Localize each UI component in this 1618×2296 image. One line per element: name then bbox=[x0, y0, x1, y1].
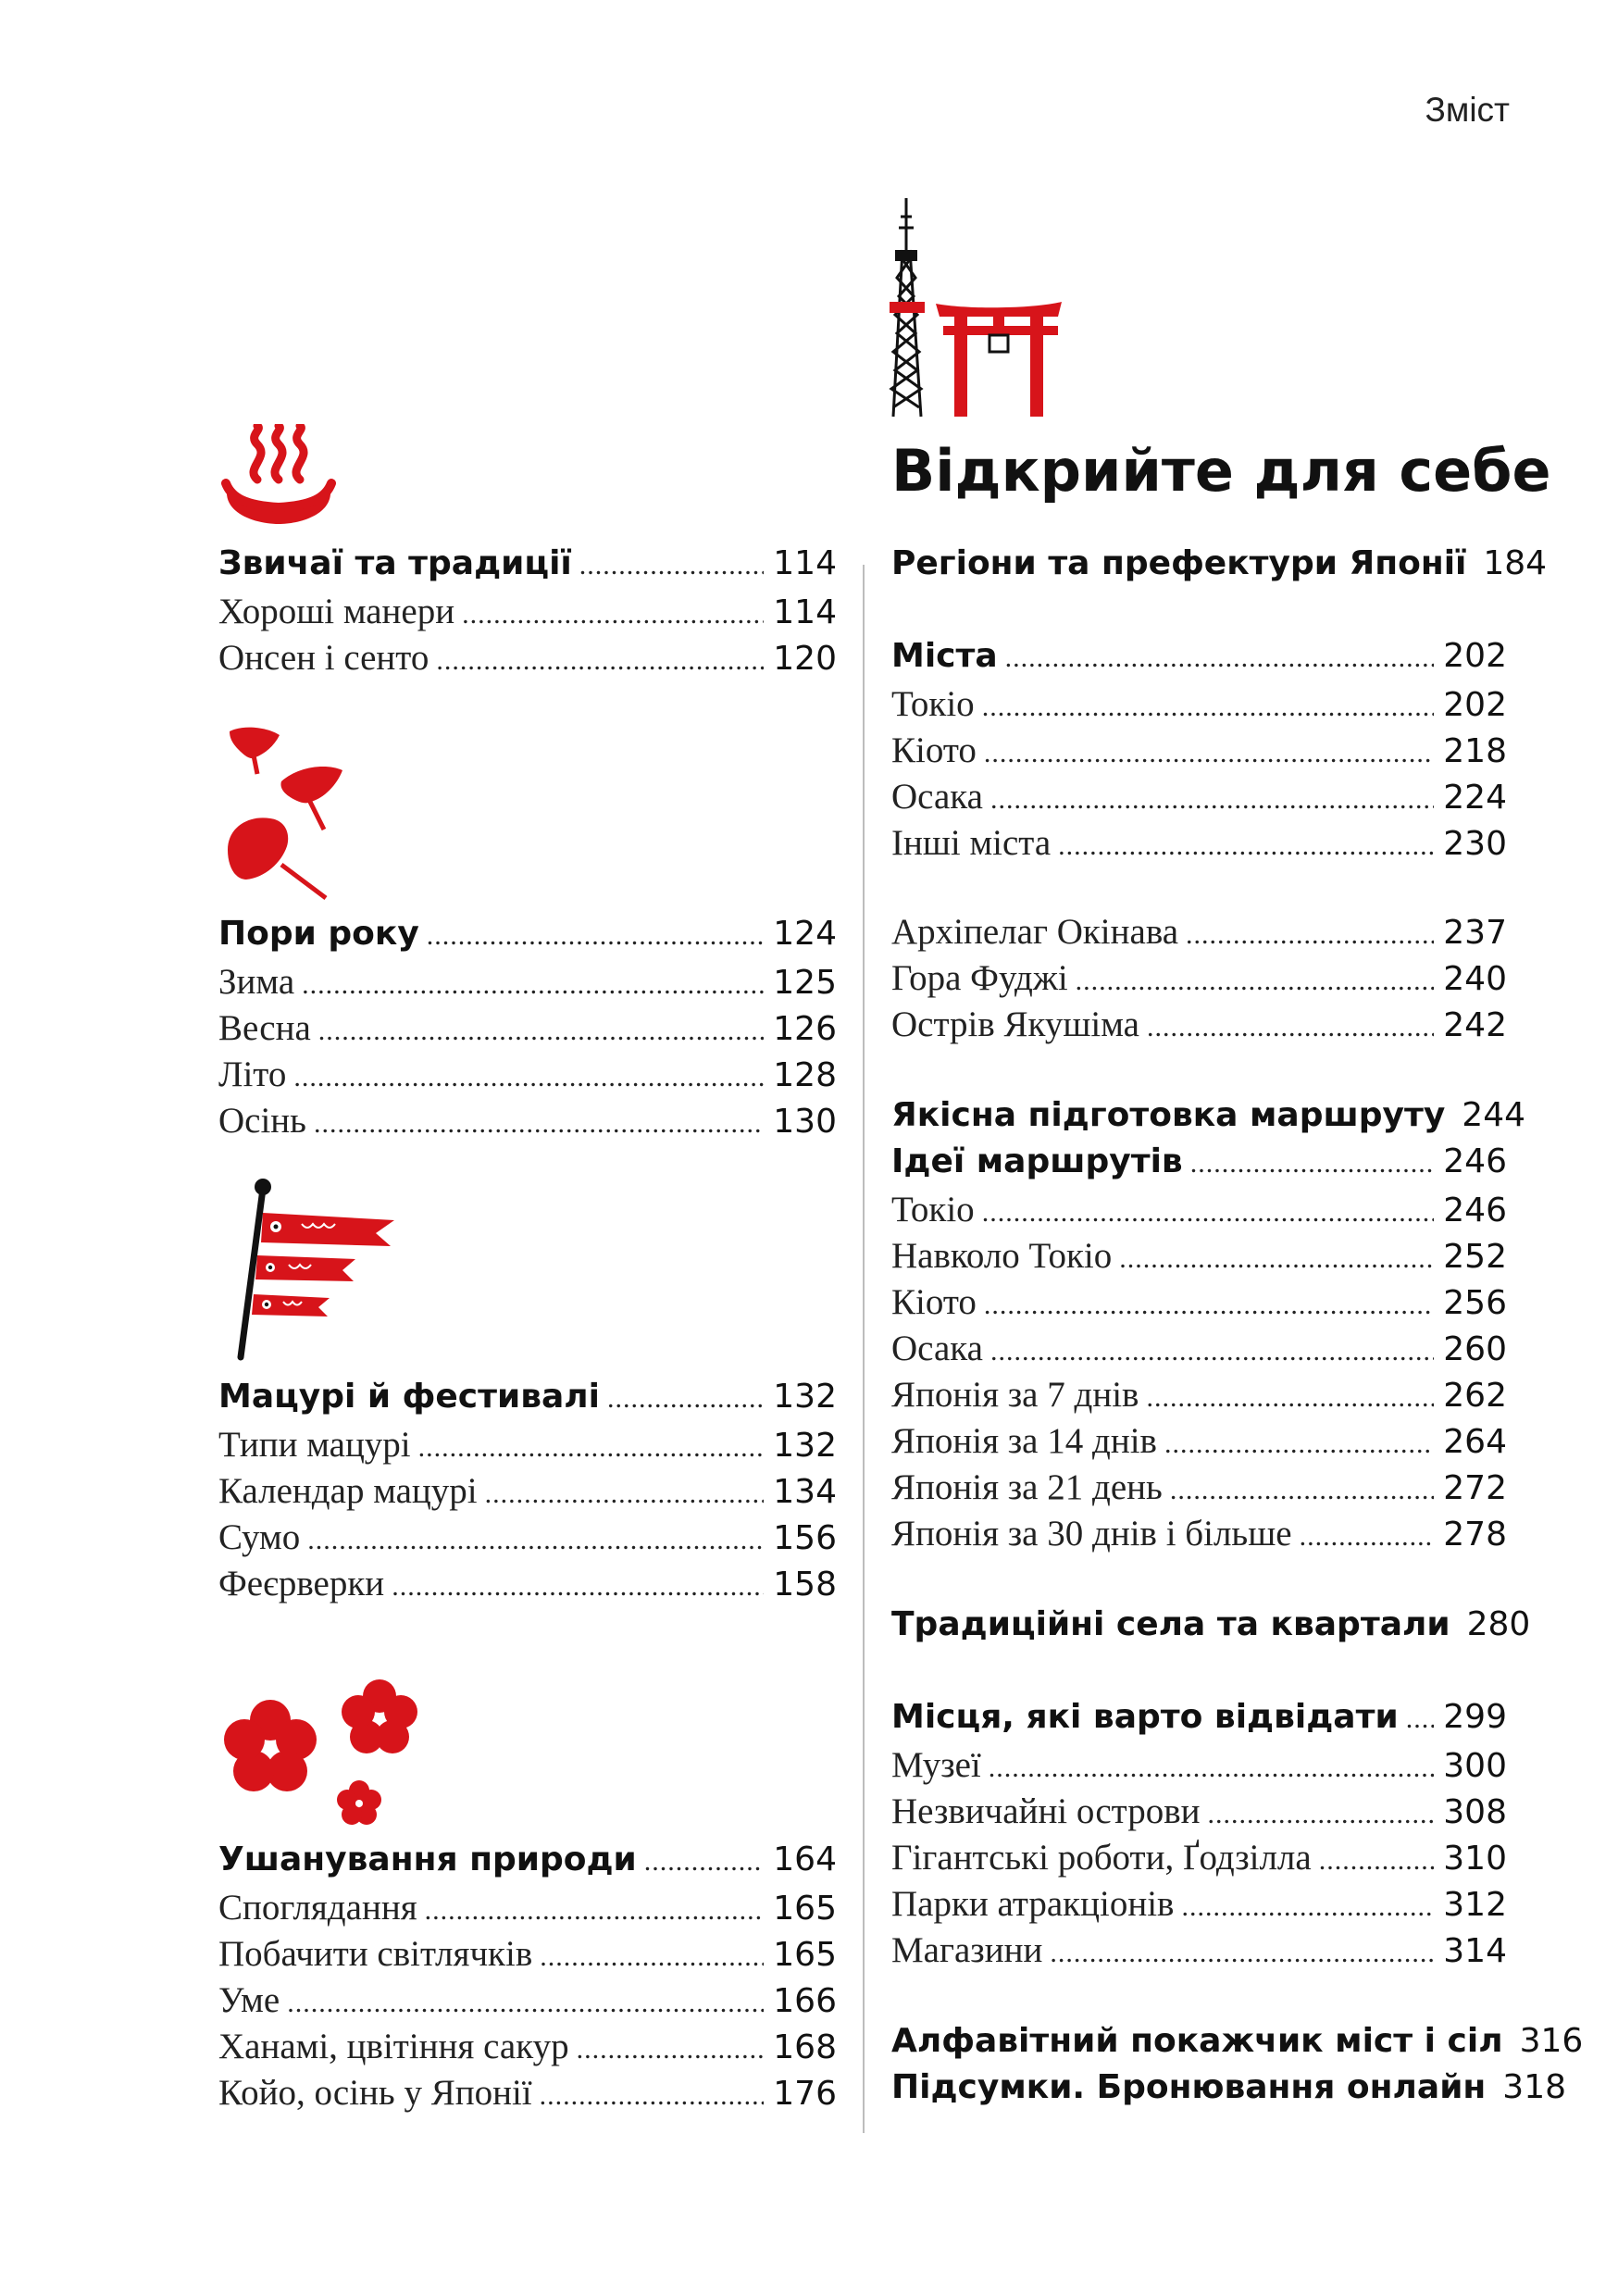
toc-entry-title: Японія за 21 день bbox=[891, 1467, 1163, 1507]
toc-heading-entry bbox=[891, 1698, 1507, 1746]
dot-leader bbox=[462, 599, 764, 630]
toc-entry-title: Японія за 14 днів bbox=[891, 1421, 1157, 1461]
toc-page-number: 316 bbox=[1519, 2022, 1584, 2060]
toc-page-number: 300 bbox=[1443, 1747, 1507, 1785]
toc-entry-title: Онсен і сенто bbox=[218, 638, 429, 678]
toc-entry-title: Весна bbox=[218, 1008, 311, 1048]
toc-heading-entry bbox=[891, 2022, 1584, 2070]
toc-entry-title: Підсумки. Бронювання онлайн bbox=[891, 2068, 1487, 2106]
toc-entry-title: Парки атракціонів bbox=[891, 1884, 1175, 1924]
toc-entry bbox=[891, 683, 1507, 731]
dot-leader bbox=[579, 550, 765, 581]
dot-leader bbox=[1207, 1799, 1434, 1830]
dot-leader bbox=[1300, 1521, 1435, 1553]
section-title: Відкрийте для себе bbox=[891, 437, 1551, 505]
toc-entry bbox=[218, 637, 837, 685]
toc-page-number: 165 bbox=[773, 1890, 837, 1928]
toc-page-number: 262 bbox=[1443, 1377, 1507, 1415]
dot-leader bbox=[314, 1108, 764, 1140]
toc-entry bbox=[891, 1004, 1507, 1052]
toc-entry bbox=[218, 2026, 837, 2074]
toc-entry bbox=[891, 1281, 1507, 1329]
toc-page-number: 252 bbox=[1443, 1238, 1507, 1276]
toc-page-number: 308 bbox=[1443, 1793, 1507, 1831]
toc-entry-title: Звичаї та традиції bbox=[218, 544, 572, 582]
onsen-icon bbox=[218, 424, 339, 535]
dot-leader bbox=[540, 2080, 765, 2112]
toc-entry-title: Японія за 7 днів bbox=[891, 1375, 1139, 1415]
dot-leader bbox=[982, 1197, 1435, 1229]
toc-heading-entry bbox=[891, 1142, 1507, 1191]
toc-page-number: 224 bbox=[1443, 779, 1507, 817]
toc-page-number: 130 bbox=[773, 1103, 837, 1141]
toc-heading-entry bbox=[891, 544, 1548, 593]
toc-page-number: 264 bbox=[1443, 1423, 1507, 1461]
toc-page-number: 240 bbox=[1443, 960, 1507, 998]
toc-entry-title: Острів Якушіма bbox=[891, 1004, 1139, 1044]
toc-entry-title: Феєрверки bbox=[218, 1564, 385, 1603]
toc-entry bbox=[891, 1791, 1507, 1839]
toc-page-number: 165 bbox=[773, 1936, 837, 1974]
dot-leader bbox=[485, 1479, 765, 1510]
toc-page-number: 164 bbox=[773, 1841, 837, 1878]
dot-leader bbox=[436, 645, 764, 677]
toc-page-number: 299 bbox=[1443, 1698, 1507, 1736]
toc-entry-title: Ідеї маршрутів bbox=[891, 1142, 1183, 1180]
running-head: Зміст bbox=[1425, 91, 1510, 129]
ginkgo-leaves-icon bbox=[224, 726, 363, 911]
dot-leader bbox=[1319, 1845, 1435, 1877]
dot-leader bbox=[392, 1571, 764, 1603]
toc-entry bbox=[891, 1374, 1507, 1422]
dot-leader bbox=[1406, 1703, 1435, 1735]
toc-entry bbox=[218, 1887, 837, 1935]
dot-leader bbox=[1190, 1148, 1435, 1179]
toc-entry bbox=[218, 2072, 837, 2120]
toc-entry-title: Архіпелаг Окінава bbox=[891, 912, 1179, 952]
toc-page-number: 237 bbox=[1443, 914, 1507, 952]
dot-leader bbox=[1058, 830, 1434, 862]
toc-entry-title: Японія за 30 днів і більше bbox=[891, 1514, 1292, 1554]
toc-page-number: 168 bbox=[773, 2028, 837, 2066]
toc-entry-title: Гігантські роботи, Ґодзілла bbox=[891, 1838, 1312, 1878]
toc-entry-title: Токіо bbox=[891, 1190, 975, 1229]
toc-entry bbox=[218, 1979, 837, 2028]
dot-leader bbox=[287, 1988, 764, 2019]
toc-entry-title: Сумо bbox=[218, 1517, 301, 1557]
dot-leader bbox=[307, 1525, 764, 1556]
toc-heading-entry bbox=[891, 637, 1507, 685]
dot-leader bbox=[644, 1846, 765, 1878]
toc-entry bbox=[891, 1744, 1507, 1792]
dot-leader bbox=[990, 1336, 1434, 1367]
koinobori-flag-icon bbox=[228, 1176, 404, 1361]
toc-page-number: 114 bbox=[773, 544, 837, 582]
dot-leader bbox=[982, 692, 1435, 723]
toc-page-number: 156 bbox=[773, 1519, 837, 1557]
toc-entry-title: Осака bbox=[891, 777, 983, 817]
toc-entry-title: Літо bbox=[218, 1054, 287, 1094]
dot-leader bbox=[1050, 1938, 1434, 1969]
tokyo-tower-torii-icon bbox=[854, 194, 1077, 426]
dot-leader bbox=[1147, 1012, 1434, 1043]
toc-page-number: 114 bbox=[773, 593, 837, 631]
dot-leader bbox=[1181, 1891, 1434, 1923]
toc-entry-title: Незвичайні острови bbox=[891, 1791, 1201, 1831]
toc-entry-title: Кіото bbox=[891, 730, 977, 770]
dot-leader bbox=[990, 784, 1434, 816]
toc-entry-title: Ханамі, цвітіння сакур bbox=[218, 2027, 569, 2066]
toc-heading-entry bbox=[891, 2068, 1567, 2116]
toc-entry-title: Навколо Токіо bbox=[891, 1236, 1113, 1276]
dot-leader bbox=[1076, 966, 1435, 997]
toc-page-number: 184 bbox=[1483, 544, 1548, 582]
dot-leader bbox=[989, 1753, 1435, 1784]
toc-page-number: 310 bbox=[1443, 1840, 1507, 1878]
toc-entry-title: Осінь bbox=[218, 1101, 306, 1141]
dot-leader bbox=[540, 1941, 764, 1973]
toc-entry bbox=[218, 961, 837, 1009]
toc-entry-title: Традиційні села та квартали bbox=[891, 1605, 1450, 1643]
toc-entry bbox=[218, 591, 837, 639]
dot-leader bbox=[1170, 1475, 1434, 1506]
toc-entry bbox=[891, 1929, 1507, 1978]
toc-entry bbox=[218, 1563, 837, 1611]
toc-page-number: 158 bbox=[773, 1566, 837, 1603]
toc-entry-title: Регіони та префектури Японії bbox=[891, 544, 1467, 582]
toc-entry bbox=[891, 1837, 1507, 1885]
dot-leader bbox=[1146, 1382, 1434, 1414]
dot-leader bbox=[984, 738, 1434, 769]
toc-page-number: 244 bbox=[1462, 1096, 1526, 1134]
toc-entry-title: Уме bbox=[218, 1980, 280, 2020]
toc-entry bbox=[891, 911, 1507, 959]
toc-entry-title: Якісна підготовка маршруту bbox=[891, 1096, 1446, 1134]
toc-entry bbox=[891, 1466, 1507, 1515]
toc-page-number: 314 bbox=[1443, 1932, 1507, 1970]
dot-leader bbox=[427, 920, 764, 952]
dot-leader bbox=[1186, 919, 1434, 951]
toc-entry-title: Койо, осінь у Японії bbox=[218, 2073, 532, 2113]
toc-page-number: 278 bbox=[1443, 1516, 1507, 1554]
toc-page-number: 202 bbox=[1443, 637, 1507, 675]
toc-page-number: 246 bbox=[1443, 1142, 1507, 1180]
toc-heading-entry bbox=[891, 1096, 1526, 1144]
toc-entry-title: Токіо bbox=[891, 684, 975, 724]
toc-entry bbox=[891, 1189, 1507, 1237]
toc-entry bbox=[218, 1054, 837, 1102]
toc-entry bbox=[891, 1883, 1507, 1931]
toc-page-number: 260 bbox=[1443, 1330, 1507, 1368]
toc-entry-title: Кіото bbox=[891, 1282, 977, 1322]
toc-entry-title: Пори року bbox=[218, 915, 419, 953]
toc-page-number: 312 bbox=[1443, 1886, 1507, 1924]
toc-entry-title: Зима bbox=[218, 962, 295, 1002]
toc-page-number: 242 bbox=[1443, 1006, 1507, 1044]
toc-page-number: 166 bbox=[773, 1982, 837, 2020]
toc-page-number: 124 bbox=[773, 915, 837, 953]
toc-entry-title: Міста bbox=[891, 637, 998, 675]
toc-page-number: 125 bbox=[773, 964, 837, 1002]
toc-heading-entry bbox=[891, 1605, 1531, 1653]
dot-leader bbox=[607, 1383, 764, 1415]
toc-page-number: 120 bbox=[773, 640, 837, 678]
dot-leader bbox=[302, 969, 764, 1001]
toc-page-number: 246 bbox=[1443, 1192, 1507, 1229]
toc-page-number: 128 bbox=[773, 1056, 837, 1094]
toc-entry-title: Осака bbox=[891, 1329, 983, 1368]
toc-entry bbox=[891, 1235, 1507, 1283]
toc-page-number: 280 bbox=[1466, 1605, 1531, 1643]
toc-page-number: 272 bbox=[1443, 1469, 1507, 1507]
toc-page-number: 256 bbox=[1443, 1284, 1507, 1322]
toc-entry-title: Побачити світлячків bbox=[218, 1934, 533, 1974]
toc-entry bbox=[891, 1328, 1507, 1376]
toc-entry bbox=[891, 730, 1507, 778]
toc-entry-title: Алфавітний покажчик міст і сіл bbox=[891, 2022, 1503, 2060]
dot-leader bbox=[425, 1895, 765, 1927]
toc-entry-title: Календар мацурі bbox=[218, 1471, 478, 1511]
toc-entry-title: Мацурі й фестивалі bbox=[218, 1378, 601, 1416]
toc-heading-entry bbox=[218, 1378, 837, 1426]
dot-leader bbox=[1005, 643, 1435, 674]
toc-entry-title: Місця, які варто відвідати bbox=[891, 1698, 1399, 1736]
toc-entry bbox=[891, 822, 1507, 870]
toc-entry bbox=[218, 1516, 837, 1565]
toc-page-number: 230 bbox=[1443, 825, 1507, 863]
toc-entry-title: Типи мацурі bbox=[218, 1425, 411, 1465]
toc-entry bbox=[218, 1100, 837, 1148]
toc-entry-title: Хороші манери bbox=[218, 592, 455, 631]
dot-leader bbox=[1119, 1243, 1434, 1275]
toc-heading-entry bbox=[218, 915, 837, 963]
dot-leader bbox=[418, 1432, 765, 1464]
toc-page-number: 134 bbox=[773, 1473, 837, 1511]
toc-entry-title: Інші міста bbox=[891, 823, 1052, 863]
dot-leader bbox=[1164, 1429, 1434, 1460]
toc-page-number: 218 bbox=[1443, 732, 1507, 770]
toc-entry bbox=[891, 1420, 1507, 1468]
toc-entry-title: Споглядання bbox=[218, 1888, 417, 1928]
toc-entry bbox=[218, 1933, 837, 1981]
toc-entry bbox=[218, 1470, 837, 1518]
toc-page-number: 126 bbox=[773, 1010, 837, 1048]
dot-leader bbox=[293, 1062, 764, 1093]
toc-page-number: 318 bbox=[1502, 2068, 1567, 2106]
toc-page-number: 202 bbox=[1443, 686, 1507, 724]
toc-page-number: 132 bbox=[773, 1427, 837, 1465]
dot-leader bbox=[577, 2034, 765, 2065]
toc-entry bbox=[891, 957, 1507, 1005]
toc-entry-title: Ушанування природи bbox=[218, 1841, 637, 1878]
toc-entry bbox=[218, 1424, 837, 1472]
toc-entry bbox=[218, 1007, 837, 1055]
toc-entry bbox=[891, 1513, 1507, 1561]
toc-page-number: 176 bbox=[773, 2075, 837, 2113]
toc-entry-title: Магазини bbox=[891, 1930, 1043, 1970]
dot-leader bbox=[318, 1016, 764, 1047]
toc-heading-entry bbox=[218, 1841, 837, 1889]
toc-heading-entry bbox=[218, 544, 837, 593]
toc-entry-title: Гора Фуджі bbox=[891, 958, 1068, 998]
toc-page-number: 132 bbox=[773, 1378, 837, 1416]
toc-entry bbox=[891, 776, 1507, 824]
dot-leader bbox=[984, 1290, 1434, 1321]
toc-entry-title: Музеї bbox=[891, 1745, 981, 1785]
sakura-flowers-icon bbox=[224, 1674, 446, 1831]
column-divider bbox=[863, 565, 865, 2133]
